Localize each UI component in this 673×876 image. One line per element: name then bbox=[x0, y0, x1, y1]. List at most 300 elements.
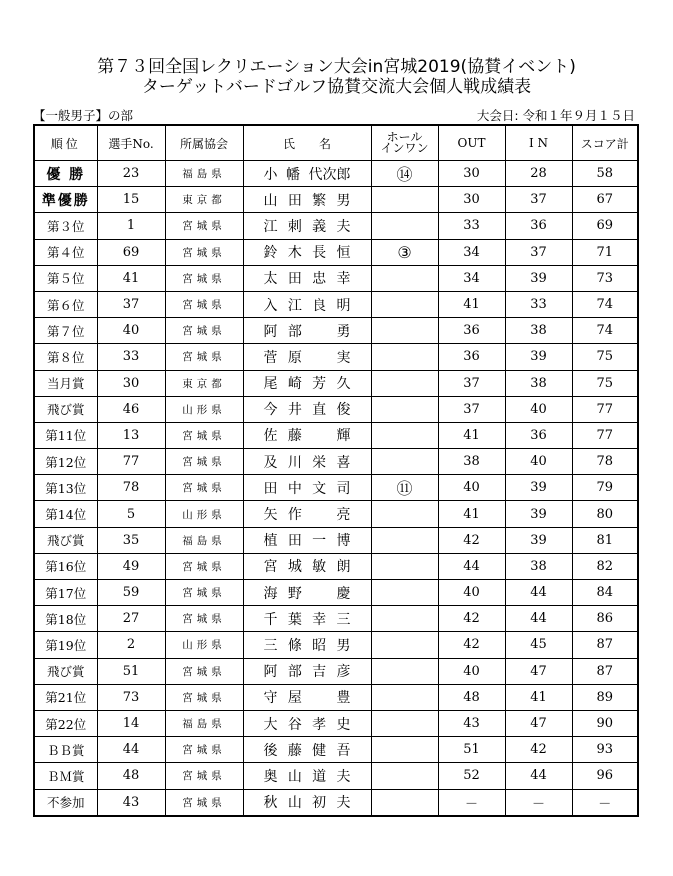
out-score-cell: 40 bbox=[438, 475, 505, 501]
hole-in-one-cell bbox=[371, 632, 438, 658]
name-char: 守 bbox=[263, 690, 278, 707]
in-score-cell: 39 bbox=[505, 501, 572, 527]
in-score-cell: 45 bbox=[505, 632, 572, 658]
player-name bbox=[244, 164, 371, 184]
player-no-cell: 5 bbox=[97, 501, 165, 527]
association-cell: 宮城県 bbox=[165, 291, 243, 317]
out-score-cell: 44 bbox=[438, 553, 505, 579]
hole-in-one-cell bbox=[371, 501, 438, 527]
rank-cell: 第18位 bbox=[34, 606, 97, 632]
out-score-cell: 37 bbox=[438, 370, 505, 396]
name-char: 奥 bbox=[263, 768, 278, 785]
association-cell: 宮城県 bbox=[165, 344, 243, 370]
association-cell: 福島県 bbox=[165, 161, 243, 187]
player-no-cell: 40 bbox=[97, 318, 165, 344]
name-char: 豊 bbox=[336, 690, 351, 707]
name-char: 田 bbox=[287, 192, 302, 209]
header-name: 氏 名 bbox=[243, 125, 371, 161]
name-char: 昭 bbox=[312, 637, 327, 654]
name-char bbox=[312, 687, 326, 707]
rank-cell: 第14位 bbox=[34, 501, 97, 527]
total-score-cell: 84 bbox=[572, 580, 638, 606]
name-char: 実 bbox=[336, 349, 351, 366]
rank-cell: 第16位 bbox=[34, 553, 97, 579]
out-score-cell: 33 bbox=[438, 213, 505, 239]
name-char: 阿 bbox=[263, 323, 278, 340]
hole-in-one-cell: ③ bbox=[371, 239, 438, 265]
hole-in-one-cell bbox=[371, 684, 438, 710]
name-char: 江 bbox=[287, 297, 302, 314]
name-char: 一 bbox=[312, 533, 327, 550]
name-char: 吉 bbox=[312, 664, 327, 681]
name-char: 男 bbox=[336, 637, 351, 654]
player-no-cell: 14 bbox=[97, 710, 165, 736]
name-char: 義 bbox=[312, 218, 327, 235]
player-no-cell: 51 bbox=[97, 658, 165, 684]
in-score-cell: 44 bbox=[505, 580, 572, 606]
rank-cell: 第17位 bbox=[34, 580, 97, 606]
out-score-cell: 43 bbox=[438, 710, 505, 736]
player-name bbox=[244, 425, 371, 445]
header-hole-in-one bbox=[371, 125, 438, 161]
association-cell: 宮城県 bbox=[165, 239, 243, 265]
name-char: 夫 bbox=[336, 795, 351, 812]
out-score-cell: 52 bbox=[438, 763, 505, 789]
player-no-cell: 77 bbox=[97, 449, 165, 475]
name-char: 敏 bbox=[312, 559, 327, 576]
name-char: 輝 bbox=[336, 428, 351, 445]
name-cell bbox=[243, 527, 371, 553]
total-score-cell: 93 bbox=[572, 737, 638, 763]
player-no-cell: 13 bbox=[97, 422, 165, 448]
out-score-cell: 36 bbox=[438, 318, 505, 344]
name-char: 長 bbox=[312, 245, 327, 262]
player-name bbox=[244, 295, 371, 315]
name-char: 崎 bbox=[287, 376, 302, 393]
rank-cell: 第５位 bbox=[34, 265, 97, 291]
rank-cell: ＢＢ賞 bbox=[34, 737, 97, 763]
name-char: 木 bbox=[287, 245, 302, 262]
name-char: 野 bbox=[287, 585, 302, 602]
table-row bbox=[34, 684, 638, 710]
out-score-cell: 36 bbox=[438, 344, 505, 370]
document-subtitle: ターゲットバードゴルフ協賛交流大会個人戦成績表 bbox=[141, 77, 532, 97]
name-cell bbox=[243, 370, 371, 396]
header-in: I N bbox=[505, 125, 572, 161]
table-row bbox=[34, 449, 638, 475]
rank-cell: 優 勝 bbox=[34, 161, 97, 187]
player-no-cell: 2 bbox=[97, 632, 165, 658]
in-score-cell: － bbox=[505, 789, 572, 816]
player-name bbox=[244, 556, 371, 576]
player-name bbox=[244, 609, 371, 629]
out-score-cell: 42 bbox=[438, 606, 505, 632]
hole-in-one-cell bbox=[371, 344, 438, 370]
name-char: 良 bbox=[312, 297, 327, 314]
name-char: 植 bbox=[263, 533, 278, 550]
in-score-cell: 39 bbox=[505, 344, 572, 370]
in-score-cell: 44 bbox=[505, 763, 572, 789]
total-score-cell: 75 bbox=[572, 370, 638, 396]
name-cell bbox=[243, 632, 371, 658]
out-score-cell: 34 bbox=[438, 265, 505, 291]
hole-in-one-cell: ⑪ bbox=[371, 475, 438, 501]
name-char: 亮 bbox=[336, 507, 351, 524]
name-char: 千 bbox=[263, 611, 278, 628]
association-cell: 東京都 bbox=[165, 370, 243, 396]
total-score-cell: 71 bbox=[572, 239, 638, 265]
hole-in-one-cell bbox=[371, 187, 438, 213]
hole-in-one-cell bbox=[371, 737, 438, 763]
out-score-cell: 30 bbox=[438, 161, 505, 187]
player-no-cell: 46 bbox=[97, 396, 165, 422]
name-char: 谷 bbox=[287, 716, 302, 733]
in-score-cell: 37 bbox=[505, 187, 572, 213]
name-char: 忠 bbox=[312, 271, 327, 288]
hole-in-one-cell bbox=[371, 527, 438, 553]
player-name bbox=[244, 347, 371, 367]
association-cell: 山形県 bbox=[165, 501, 243, 527]
name-char: 道 bbox=[312, 768, 327, 785]
hole-in-one-cell bbox=[371, 553, 438, 579]
total-score-cell: 90 bbox=[572, 710, 638, 736]
out-score-cell: 37 bbox=[438, 396, 505, 422]
out-score-cell: 40 bbox=[438, 580, 505, 606]
out-score-cell: 40 bbox=[438, 658, 505, 684]
header-rank: 順位 bbox=[34, 125, 97, 161]
out-score-cell: 30 bbox=[438, 187, 505, 213]
rank-cell: 第21位 bbox=[34, 684, 97, 710]
table-row bbox=[34, 213, 638, 239]
rank-cell: 第11位 bbox=[34, 422, 97, 448]
header-out: OUT bbox=[438, 125, 505, 161]
player-no-cell: 15 bbox=[97, 187, 165, 213]
name-char: 城 bbox=[287, 559, 302, 576]
name-char bbox=[312, 347, 326, 367]
table-row bbox=[34, 710, 638, 736]
association-cell: 宮城県 bbox=[165, 318, 243, 344]
total-score-cell: 96 bbox=[572, 763, 638, 789]
name-char: 幸 bbox=[312, 611, 327, 628]
name-char bbox=[312, 583, 326, 603]
name-char: 夫 bbox=[336, 218, 351, 235]
out-score-cell: 42 bbox=[438, 527, 505, 553]
rank-cell: 飛び賞 bbox=[34, 527, 97, 553]
in-score-cell: 41 bbox=[505, 684, 572, 710]
table-row bbox=[34, 396, 638, 422]
name-cell bbox=[243, 187, 371, 213]
name-char: 久 bbox=[336, 376, 351, 393]
name-char: 三 bbox=[263, 637, 278, 654]
player-name bbox=[244, 635, 371, 655]
header-total: スコア計 bbox=[572, 125, 638, 161]
name-cell bbox=[243, 606, 371, 632]
name-cell bbox=[243, 737, 371, 763]
in-score-cell: 47 bbox=[505, 658, 572, 684]
name-cell bbox=[243, 239, 371, 265]
in-score-cell: 39 bbox=[505, 475, 572, 501]
player-name bbox=[244, 740, 371, 760]
name-char: 男 bbox=[336, 192, 351, 209]
name-char: 明 bbox=[336, 297, 351, 314]
player-no-cell: 69 bbox=[97, 239, 165, 265]
name-char: 太 bbox=[263, 271, 278, 288]
name-char: 朗 bbox=[336, 559, 351, 576]
hole-in-one-cell bbox=[371, 710, 438, 736]
name-cell bbox=[243, 161, 371, 187]
player-name bbox=[244, 530, 371, 550]
player-no-cell: 73 bbox=[97, 684, 165, 710]
out-score-cell: 41 bbox=[438, 501, 505, 527]
name-cell bbox=[243, 684, 371, 710]
table-row bbox=[34, 187, 638, 213]
player-no-cell: 35 bbox=[97, 527, 165, 553]
total-score-cell: 67 bbox=[572, 187, 638, 213]
header-hole-in-one-line1: ホール bbox=[386, 130, 423, 144]
name-char: 恒 bbox=[336, 245, 351, 262]
table-row bbox=[34, 501, 638, 527]
table-row bbox=[34, 632, 638, 658]
player-no-cell: 78 bbox=[97, 475, 165, 501]
table-row bbox=[34, 344, 638, 370]
name-char: 海 bbox=[263, 585, 278, 602]
name-char: 三 bbox=[336, 611, 351, 628]
out-score-cell: 38 bbox=[438, 449, 505, 475]
name-char: 田 bbox=[287, 533, 302, 550]
name-char: 入 bbox=[263, 297, 278, 314]
name-char: 幡 bbox=[286, 166, 300, 183]
player-name bbox=[244, 478, 371, 498]
hole-in-one-cell bbox=[371, 580, 438, 606]
player-name bbox=[244, 504, 371, 524]
player-name bbox=[244, 661, 371, 681]
total-score-cell: 78 bbox=[572, 449, 638, 475]
name-char: 栄 bbox=[312, 454, 327, 471]
in-score-cell: 39 bbox=[505, 527, 572, 553]
header-player-no: 選手No. bbox=[97, 125, 165, 161]
total-score-cell: 75 bbox=[572, 344, 638, 370]
hole-in-one-cell bbox=[371, 422, 438, 448]
name-char: 俊 bbox=[336, 402, 351, 419]
name-char: 文 bbox=[312, 480, 327, 497]
table-row bbox=[34, 291, 638, 317]
total-score-cell: 80 bbox=[572, 501, 638, 527]
rank-cell: 第４位 bbox=[34, 239, 97, 265]
event-date: 大会日: 令和１年９月１５日 bbox=[476, 108, 635, 123]
name-char: 葉 bbox=[287, 611, 302, 628]
division-label: 【一般男子】の部 bbox=[33, 108, 134, 123]
name-char: 孝 bbox=[312, 716, 327, 733]
hole-in-one-cell bbox=[371, 291, 438, 317]
association-cell: 宮城県 bbox=[165, 265, 243, 291]
association-cell: 宮城県 bbox=[165, 213, 243, 239]
rank-cell: 第13位 bbox=[34, 475, 97, 501]
name-char: 井 bbox=[287, 402, 302, 419]
name-cell bbox=[243, 553, 371, 579]
player-no-cell: 48 bbox=[97, 763, 165, 789]
player-name bbox=[244, 373, 371, 393]
results-table bbox=[33, 124, 639, 817]
name-cell bbox=[243, 422, 371, 448]
in-score-cell: 33 bbox=[505, 291, 572, 317]
association-cell: 宮城県 bbox=[165, 422, 243, 448]
table-row bbox=[34, 580, 638, 606]
rank-cell: 第12位 bbox=[34, 449, 97, 475]
name-char: 菅 bbox=[263, 349, 278, 366]
name-cell bbox=[243, 763, 371, 789]
rank-cell: 第６位 bbox=[34, 291, 97, 317]
name-cell bbox=[243, 291, 371, 317]
association-cell: 東京都 bbox=[165, 187, 243, 213]
table-row bbox=[34, 370, 638, 396]
hole-in-one-cell bbox=[371, 396, 438, 422]
in-score-cell: 38 bbox=[505, 553, 572, 579]
name-char: 彦 bbox=[336, 664, 351, 681]
in-score-cell: 42 bbox=[505, 737, 572, 763]
association-cell: 福島県 bbox=[165, 527, 243, 553]
player-name bbox=[244, 452, 371, 472]
rank-cell: ＢＭ賞 bbox=[34, 763, 97, 789]
name-cell bbox=[243, 580, 371, 606]
player-name bbox=[244, 792, 371, 812]
name-char: 今 bbox=[263, 402, 278, 419]
name-char: 江 bbox=[263, 218, 278, 235]
name-cell bbox=[243, 789, 371, 816]
player-name bbox=[244, 216, 371, 236]
name-char: 及 bbox=[263, 454, 278, 471]
header-association: 所属協会 bbox=[165, 125, 243, 161]
rank-cell: 飛び賞 bbox=[34, 396, 97, 422]
player-no-cell: 30 bbox=[97, 370, 165, 396]
name-char bbox=[312, 504, 326, 524]
table-row bbox=[34, 239, 638, 265]
in-score-cell: 47 bbox=[505, 710, 572, 736]
association-cell: 福島県 bbox=[165, 710, 243, 736]
hole-in-one-cell bbox=[371, 658, 438, 684]
name-char: 夫 bbox=[336, 768, 351, 785]
player-name bbox=[244, 714, 371, 734]
name-char: 田 bbox=[263, 480, 278, 497]
name-char bbox=[312, 321, 326, 341]
in-score-cell: 39 bbox=[505, 265, 572, 291]
table-row bbox=[34, 161, 638, 187]
name-char: 秋 bbox=[263, 795, 278, 812]
total-score-cell: 79 bbox=[572, 475, 638, 501]
name-cell bbox=[243, 213, 371, 239]
out-score-cell: 41 bbox=[438, 422, 505, 448]
total-score-cell: 86 bbox=[572, 606, 638, 632]
name-char: 鈴 bbox=[263, 245, 278, 262]
player-name bbox=[244, 687, 371, 707]
name-char: 勇 bbox=[336, 323, 351, 340]
rank-cell: 第22位 bbox=[34, 710, 97, 736]
rank-cell: 不参加 bbox=[34, 789, 97, 816]
name-char: 芳 bbox=[312, 376, 327, 393]
player-name bbox=[244, 766, 371, 786]
name-cell bbox=[243, 318, 371, 344]
player-no-cell: 27 bbox=[97, 606, 165, 632]
player-no-cell: 59 bbox=[97, 580, 165, 606]
name-char: 作 bbox=[287, 507, 302, 524]
name-char: 阿 bbox=[263, 664, 278, 681]
document-title: 第７３回全国レクリエーション大会in宮城2019(協賛イベント) bbox=[97, 57, 576, 77]
in-score-cell: 28 bbox=[505, 161, 572, 187]
hole-in-one-cell bbox=[371, 789, 438, 816]
name-cell bbox=[243, 710, 371, 736]
name-char: 山 bbox=[263, 192, 278, 209]
player-name bbox=[244, 242, 371, 262]
name-char: 屋 bbox=[287, 690, 302, 707]
out-score-cell: 41 bbox=[438, 291, 505, 317]
total-score-cell: 82 bbox=[572, 553, 638, 579]
hole-in-one-cell bbox=[371, 213, 438, 239]
name-cell bbox=[243, 344, 371, 370]
hole-in-one-cell bbox=[371, 265, 438, 291]
total-score-cell: 74 bbox=[572, 318, 638, 344]
rank-cell: 飛び賞 bbox=[34, 658, 97, 684]
player-no-cell: 37 bbox=[97, 291, 165, 317]
table-row bbox=[34, 318, 638, 344]
in-score-cell: 38 bbox=[505, 370, 572, 396]
rank-cell: 第７位 bbox=[34, 318, 97, 344]
table-row bbox=[34, 553, 638, 579]
association-cell: 宮城県 bbox=[165, 658, 243, 684]
association-cell: 宮城県 bbox=[165, 449, 243, 475]
name-cell bbox=[243, 396, 371, 422]
association-cell: 宮城県 bbox=[165, 763, 243, 789]
player-no-cell: 44 bbox=[97, 737, 165, 763]
name-char: 直 bbox=[312, 402, 327, 419]
association-cell: 宮城県 bbox=[165, 553, 243, 579]
association-cell: 宮城県 bbox=[165, 789, 243, 816]
hole-in-one-cell bbox=[371, 763, 438, 789]
player-name bbox=[244, 268, 371, 288]
name-char: 山 bbox=[287, 768, 302, 785]
total-score-cell: 77 bbox=[572, 396, 638, 422]
total-score-cell: 81 bbox=[572, 527, 638, 553]
name-char: 司 bbox=[336, 480, 351, 497]
name-char: 田 bbox=[287, 271, 302, 288]
hole-in-one-cell bbox=[371, 370, 438, 396]
association-cell: 山形県 bbox=[165, 632, 243, 658]
hole-in-one-cell bbox=[371, 606, 438, 632]
rank-cell: 当月賞 bbox=[34, 370, 97, 396]
total-score-cell: － bbox=[572, 789, 638, 816]
association-cell: 宮城県 bbox=[165, 684, 243, 710]
name-char bbox=[312, 425, 326, 445]
name-char: 大 bbox=[263, 716, 278, 733]
total-score-cell: 89 bbox=[572, 684, 638, 710]
name-char: 原 bbox=[287, 349, 302, 366]
name-char: 部 bbox=[287, 323, 302, 340]
rank-cell: 第３位 bbox=[34, 213, 97, 239]
name-char: 佐 bbox=[263, 428, 278, 445]
name-char: 喜 bbox=[336, 454, 351, 471]
name-cell bbox=[243, 501, 371, 527]
out-score-cell: － bbox=[438, 789, 505, 816]
rank-cell: 第19位 bbox=[34, 632, 97, 658]
name-char: 慶 bbox=[336, 585, 351, 602]
name-char: 幸 bbox=[336, 271, 351, 288]
total-score-cell: 69 bbox=[572, 213, 638, 239]
hole-in-one-cell bbox=[371, 449, 438, 475]
player-no-cell: 33 bbox=[97, 344, 165, 370]
name-cell bbox=[243, 449, 371, 475]
table-row bbox=[34, 789, 638, 816]
rank-cell: 準優勝 bbox=[34, 187, 97, 213]
name-char: 宮 bbox=[263, 559, 278, 576]
total-score-cell: 58 bbox=[572, 161, 638, 187]
